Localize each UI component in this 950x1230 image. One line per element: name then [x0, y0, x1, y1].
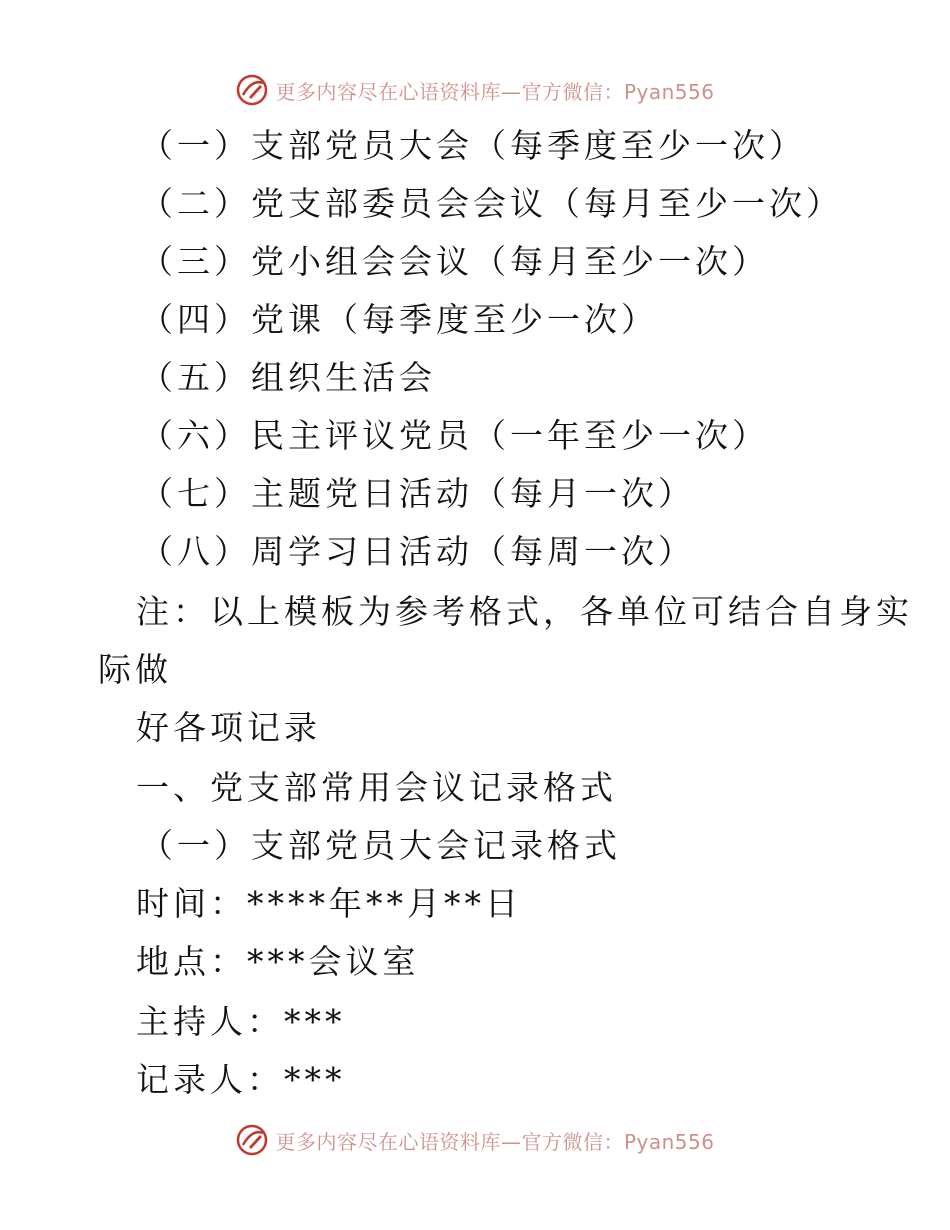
text-line: （六）民主评议党员（一年至少一次）: [140, 416, 769, 455]
text-line: （三）党小组会会议（每月至少一次）: [140, 242, 769, 281]
text-line: （八）周学习日活动（每周一次）: [140, 532, 695, 571]
field-host: 主持人：***: [136, 1002, 346, 1041]
text-line: 好各项记录: [136, 708, 321, 747]
pen-logo-icon: [235, 1123, 269, 1157]
text-line: （一）支部党员大会（每季度至少一次）: [140, 126, 806, 165]
field-time: 时间：****年**月**日: [136, 884, 522, 923]
subsection-heading: （一）支部党员大会记录格式: [140, 826, 621, 865]
field-location: 地点：***会议室: [136, 942, 420, 981]
section-heading: 一、党支部常用会议记录格式: [136, 768, 617, 807]
note-line: 注：以上模板为参考格式，各单位可结合自身实: [136, 592, 913, 631]
note-line-continued: 际做: [98, 650, 172, 689]
footer-banner-text: 更多内容尽在心语资料库—官方微信：Pyan556: [275, 1129, 715, 1154]
text-line: （五）组织生活会: [140, 358, 436, 397]
field-recorder: 记录人：***: [136, 1060, 346, 1099]
header-banner-text: 更多内容尽在心语资料库—官方微信：Pyan556: [275, 79, 715, 104]
footer-banner: [0, 1120, 950, 1160]
text-line: （七）主题党日活动（每月一次）: [140, 474, 695, 513]
text-line: （二）党支部委员会会议（每月至少一次）: [140, 184, 843, 223]
text-line: （四）党课（每季度至少一次）: [140, 300, 658, 339]
